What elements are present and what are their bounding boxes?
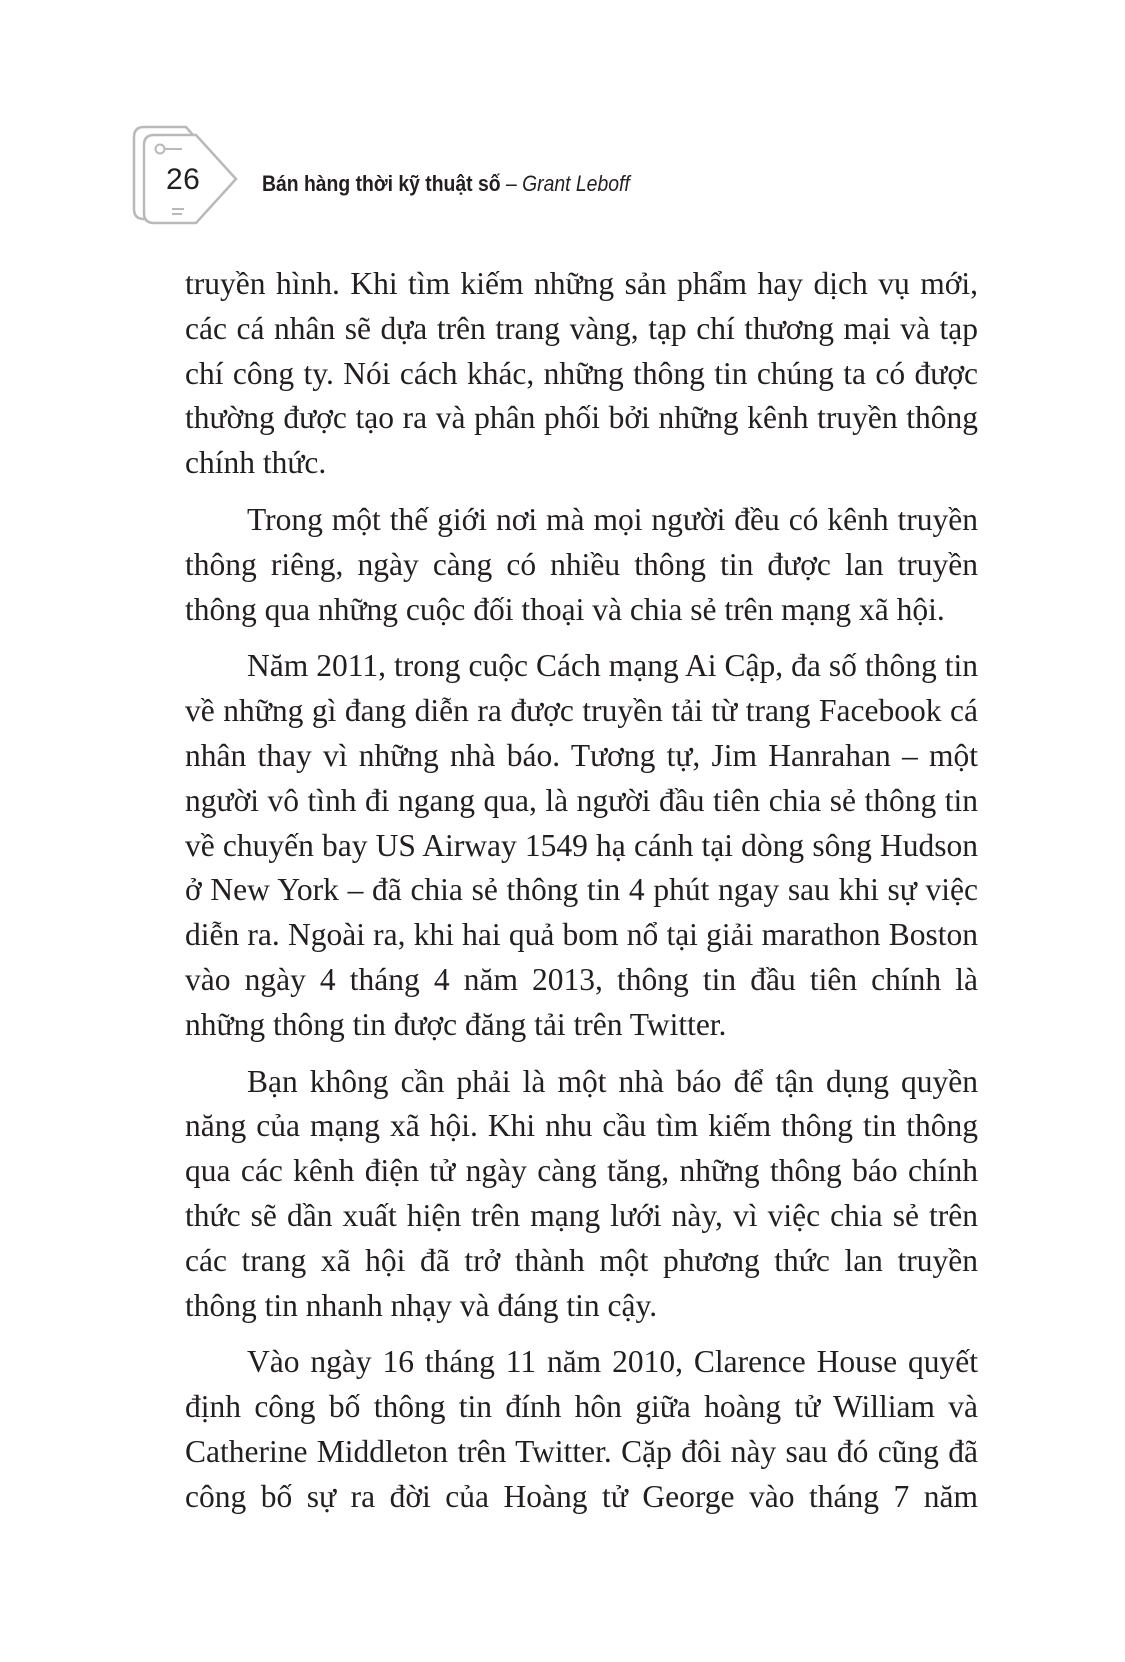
page-number: 26 bbox=[166, 163, 201, 196]
paragraph: truyền hình. Khi tìm kiếm những sản phẩm hay dịch vụ mới, các cá nhân sẽ dựa trên trang vàng, tạp chí thương mại và tạp chí công ty. Nói cách khác, những thông tin chúng ta có được thường được tạo ra và phân phối bởi những kênh truyền thông chính thức. bbox=[185, 266, 978, 481]
title-separator: – bbox=[500, 171, 523, 196]
author-name: Grant Leboff bbox=[522, 171, 630, 196]
paragraph: Trong một thế giới nơi mà mọi người đều có kênh truyền thông riêng, ngày càng có nhiều thông tin được lan truyền thông qua những cuộc đối thoại và chia sẻ trên mạng xã hội. bbox=[185, 501, 978, 627]
running-header bbox=[130, 125, 1030, 225]
paragraph: Vào ngày 16 tháng 11 năm 2010, Clarence House quyết định công bố thông tin đính hôn giữa hoàng tử William và Catherine Middleton trên Twitter. Cặp đôi này sau đó cũng đã công bố sự ra đời của Hoàng tử George vào tháng 7 năm bbox=[185, 1344, 978, 1514]
running-title bbox=[262, 171, 630, 197]
paragraph: Năm 2011, trong cuộc Cách mạng Ai Cập, đa số thông tin về những gì đang diễn ra được truyền tải từ trang Facebook cá nhân thay vì những nhà báo. Tương tự, Jim Hanrahan – một người vô tình đi ngang qua, là người đầu tiên chia sẻ thông tin về chuyến bay US Airway 1549 hạ cánh tại dòng sông Hudson ở New York – đã chia sẻ thông tin 4 phút ngay sau khi sự việc diễn ra. Ngoài ra, khi hai quả bom nổ tại giải marathon Boston vào ngày 4 tháng 4 năm 2013, thông tin đầu tiên chính là những thông tin được đăng tải trên Twitter. bbox=[185, 648, 978, 1042]
body-text bbox=[185, 262, 978, 1532]
paragraph: Bạn không cần phải là một nhà báo để tận dụng quyền năng của mạng xã hội. Khi nhu cầu tìm kiếm thông tin thông qua các kênh điện tử ngày càng tăng, những thông báo chính thức sẽ dần xuất hiện trên mạng lưới này, vì việc chia sẻ trên các trang xã hội đã trở thành một phương thức lan truyền thông tin nhanh nhạy và đáng tin cậy. bbox=[185, 1063, 978, 1323]
book-title: Bán hàng thời kỹ thuật số bbox=[262, 171, 501, 196]
